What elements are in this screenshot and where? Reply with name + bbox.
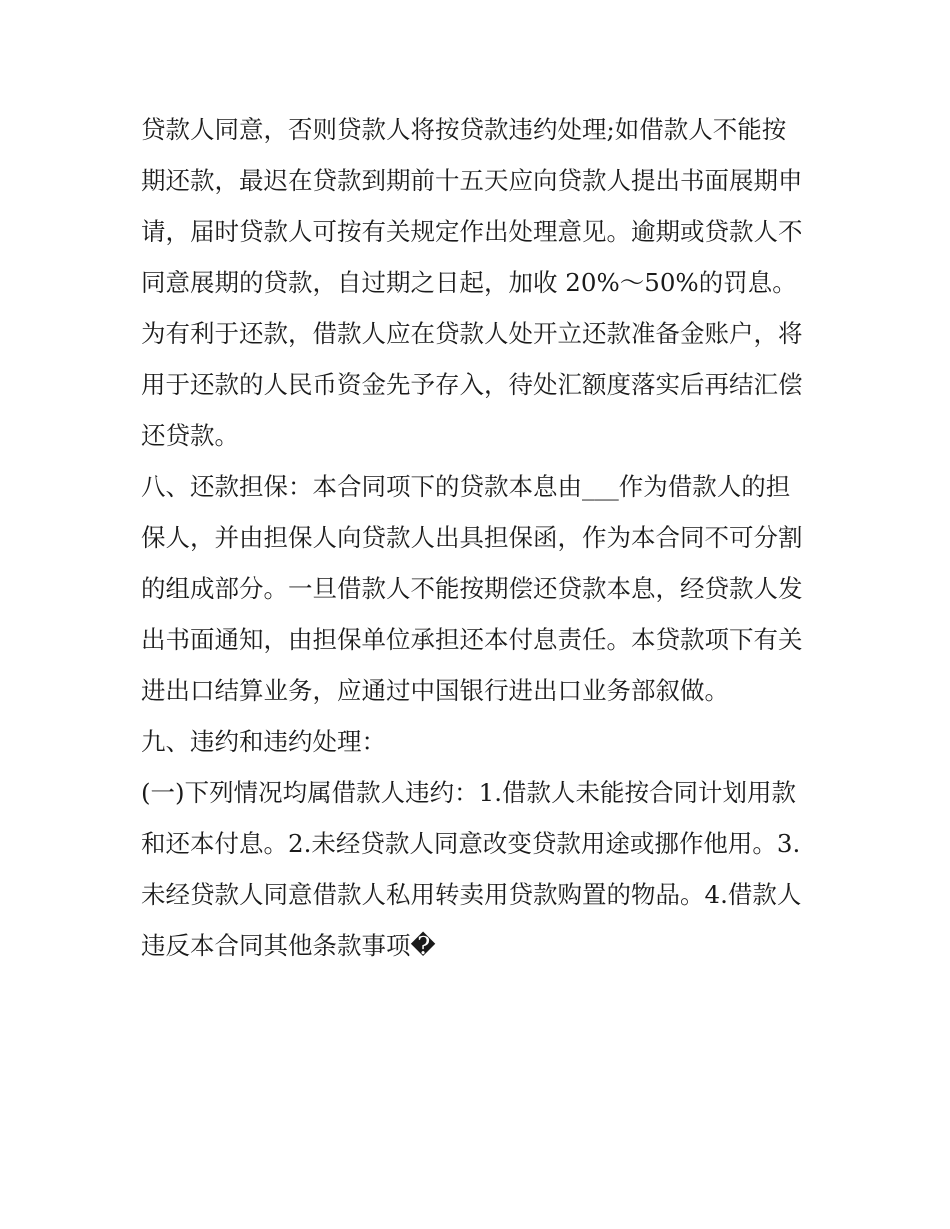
text-line: 还贷款。 bbox=[141, 421, 239, 450]
text-line: 未经贷款人同意借款人私用转卖用贷款购置的物品。4.借款人 bbox=[141, 880, 802, 909]
text-line: 出书面通知，由担保单位承担还本付息责任。本贷款项下有关 bbox=[141, 625, 803, 654]
text-line: 和还本付息。2.未经贷款人同意改变贷款用途或挪作他用。3. bbox=[141, 829, 801, 858]
text-line: 同意展期的贷款，自过期之日起，加收 20%～50%的罚息。 bbox=[141, 268, 797, 297]
text-line: 保人，并由担保人向贷款人出具担保函，作为本合同不可分割 bbox=[141, 523, 803, 552]
text-line: 进出口结算业务，应通过中国银行进出口业务部叙做。 bbox=[141, 676, 729, 705]
text-line: 九、违约和违约处理： bbox=[141, 727, 386, 756]
text-line: 的组成部分。一旦借款人不能按期偿还贷款本息，经贷款人发 bbox=[141, 574, 803, 603]
text-line: 请，届时贷款人可按有关规定作出处理意见。逾期或贷款人不 bbox=[141, 217, 803, 246]
text-line: 贷款人同意，否则贷款人将按贷款违约处理;如借款人不能按 bbox=[141, 115, 787, 144]
text-line: 八、还款担保：本合同项下的贷款本息由___作为借款人的担 bbox=[141, 472, 791, 501]
text-line: (一)下列情况均属借款人违约：1.借款人未能按合同计划用款 bbox=[141, 778, 796, 807]
text-line: 为有利于还款，借款人应在贷款人处开立还款准备金账户，将 bbox=[141, 319, 803, 348]
text-line: 用于还款的人民币资金先予存入，待处汇额度落实后再结汇偿 bbox=[141, 370, 803, 399]
document-body bbox=[141, 104, 821, 971]
text-line: 违反本合同其他条款事项� bbox=[141, 931, 436, 960]
text-line: 期还款，最迟在贷款到期前十五天应向贷款人提出书面展期申 bbox=[141, 166, 803, 195]
